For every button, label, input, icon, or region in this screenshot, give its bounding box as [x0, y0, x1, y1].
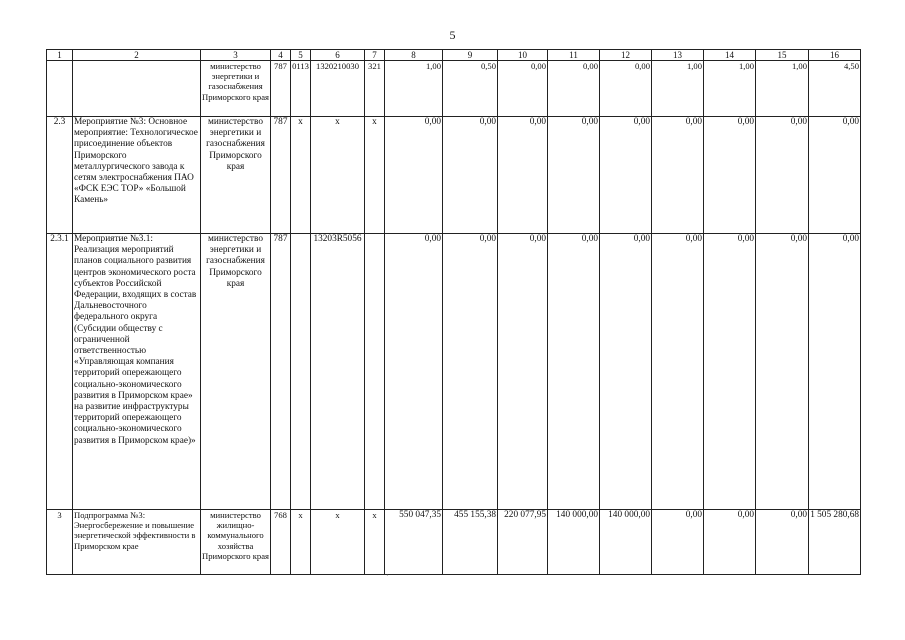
row-title: Мероприятие №3.1: Реализация мероприятий планов социального развития центров экономического роста субъектов Российской Федерации, входящих в состав Дальневосточного федерального округа (Субсидии обществу с ограниченной ответственностью «Управляющая компания территорий опережающего социально-экономического развития в Приморском крае» на развитие инфраструктуры территорий опережающего социально-экономического развития в Приморском крае)» — [73, 234, 201, 510]
amount: 0,50 — [443, 61, 498, 117]
amount: 1,00 — [652, 61, 704, 117]
expense-type-code — [365, 234, 385, 510]
amount: 0,00 — [385, 117, 443, 234]
amount: 455 155,38 — [443, 510, 498, 575]
column-header: 16 — [809, 50, 861, 61]
amount-total: 4,50 — [809, 61, 861, 117]
amount: 0,00 — [548, 61, 600, 117]
amount-total: 0,00 — [809, 117, 861, 234]
amount-total: 1 505 280,68 — [809, 510, 861, 575]
expense-type-code: 321 — [365, 61, 385, 117]
column-header: 15 — [756, 50, 809, 61]
amount: 0,00 — [652, 510, 704, 575]
amount: 220 077,95 — [498, 510, 548, 575]
amount: 0,00 — [704, 234, 756, 510]
table-row — [47, 510, 861, 575]
amount: 550 047,35 — [385, 510, 443, 575]
section-code: x — [291, 117, 311, 234]
amount: 0,00 — [600, 61, 652, 117]
column-header: 3 — [201, 50, 271, 61]
row-title — [73, 61, 201, 117]
amount: 0,00 — [652, 117, 704, 234]
amount: 140 000,00 — [600, 510, 652, 575]
row-number — [47, 61, 73, 117]
amount: 0,00 — [600, 234, 652, 510]
amount: 0,00 — [756, 510, 809, 575]
amount: 1,00 — [756, 61, 809, 117]
column-number-row — [47, 50, 861, 61]
amount: 0,00 — [498, 234, 548, 510]
table-row — [47, 61, 861, 117]
page-number: 5 — [449, 28, 456, 42]
amount-total: 0,00 — [809, 234, 861, 510]
row-title: Подпрограмма №3: Энергосбережение и повышение энергетической эффективности в Приморском крае — [73, 510, 201, 575]
responsible-agency: министерство энергетики и газоснабжения Приморского края — [201, 234, 271, 510]
amount: 1,00 — [704, 61, 756, 117]
amount: 0,00 — [548, 234, 600, 510]
column-header: 4 — [271, 50, 291, 61]
row-title: Мероприятие №3: Основное мероприятие: Технологическое присоединение объектов Приморского металлургического завода к сетям электроснабжения ПАО «ФСК ЕЭС ТОР» «Большой Камень» — [73, 117, 201, 234]
amount: 0,00 — [385, 234, 443, 510]
expense-type-code: x — [365, 510, 385, 575]
amount: 0,00 — [652, 234, 704, 510]
amount: 0,00 — [704, 510, 756, 575]
grbs-code: 787 — [271, 61, 291, 117]
responsible-agency: министерство жилищно-коммунального хозяйства Приморского края — [201, 510, 271, 575]
section-code: x — [291, 510, 311, 575]
amount: 0,00 — [498, 117, 548, 234]
amount: 140 000,00 — [548, 510, 600, 575]
column-header: 10 — [498, 50, 548, 61]
table-row — [47, 234, 861, 510]
target-article-code: 13203R5056 — [311, 234, 365, 510]
column-header: 5 — [291, 50, 311, 61]
target-article-code: 1320210030 — [311, 61, 365, 117]
budget-table — [46, 49, 861, 575]
stray-mark: · — [386, 571, 389, 580]
expense-type-code: x — [365, 117, 385, 234]
row-number: 3 — [47, 510, 73, 575]
responsible-agency: министерство энергетики и газоснабжения Приморского края — [201, 117, 271, 234]
column-header: 1 — [47, 50, 73, 61]
column-header: 12 — [600, 50, 652, 61]
amount: 0,00 — [443, 117, 498, 234]
amount: 0,00 — [498, 61, 548, 117]
target-article-code: x — [311, 510, 365, 575]
column-header: 11 — [548, 50, 600, 61]
grbs-code: 787 — [271, 117, 291, 234]
grbs-code: 787 — [271, 234, 291, 510]
column-header: 9 — [443, 50, 498, 61]
column-header: 8 — [385, 50, 443, 61]
row-number: 2.3.1 — [47, 234, 73, 510]
column-header: 13 — [652, 50, 704, 61]
amount: 0,00 — [704, 117, 756, 234]
amount: 0,00 — [443, 234, 498, 510]
column-header: 2 — [73, 50, 201, 61]
grbs-code: 768 — [271, 510, 291, 575]
column-header: 14 — [704, 50, 756, 61]
row-number: 2.3 — [47, 117, 73, 234]
responsible-agency: министерство энергетики и газоснабжения Приморского края — [201, 61, 271, 117]
table-row — [47, 117, 861, 234]
column-header: 7 — [365, 50, 385, 61]
column-header: 6 — [311, 50, 365, 61]
target-article-code: x — [311, 117, 365, 234]
section-code — [291, 234, 311, 510]
amount: 0,00 — [756, 117, 809, 234]
amount: 1,00 — [385, 61, 443, 117]
section-code: 0113 — [291, 61, 311, 117]
amount: 0,00 — [548, 117, 600, 234]
amount: 0,00 — [756, 234, 809, 510]
amount: 0,00 — [600, 117, 652, 234]
